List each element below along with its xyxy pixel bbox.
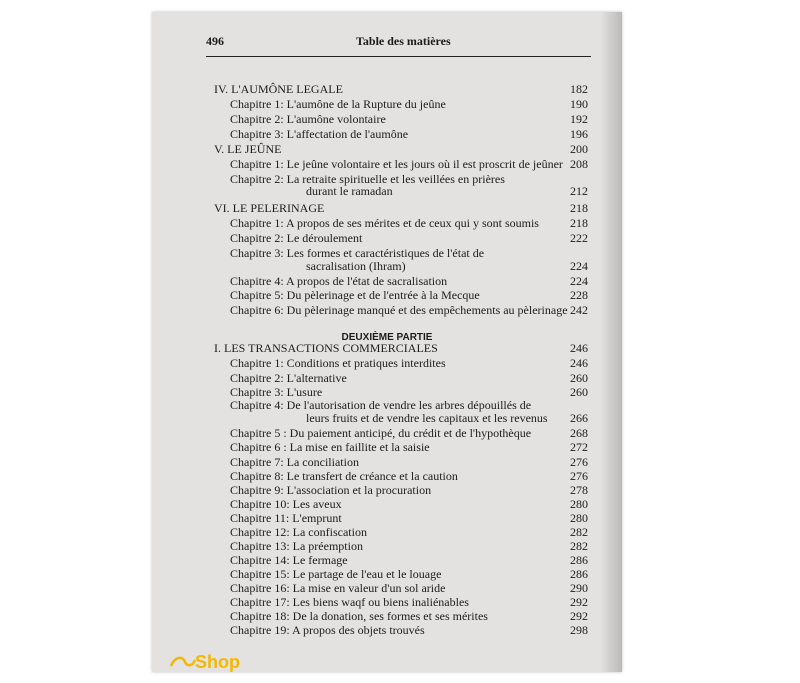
toc-entry-label: Chapitre 1: A propos de ses mérites et de ceux qui y sont soumis [230,216,539,230]
toc-entry-label: durant le ramadan [306,184,393,198]
toc-entry-page: 224 [570,274,588,288]
toc-entry-page: 292 [570,609,588,623]
toc-entry-label: Chapitre 2: L'aumône volontaire [230,112,386,126]
toc-entry-page: 208 [570,157,588,171]
running-title: Table des matières [356,34,451,48]
toc-entry-page: 196 [570,127,588,141]
toc-entry-label: Chapitre 1: Conditions et pratiques interdites [230,356,446,370]
toc-entry-page: 276 [570,469,588,483]
toc-entry-label: Chapitre 6: Du pèlerinage manqué et des empêchements au pèlerinage [230,303,568,317]
toc-entry-label: IV. L'AUMÔNE LEGALE [214,82,343,96]
toc-entry-label: Chapitre 2: Le déroulement [230,231,363,245]
toc-entry-page: 212 [570,184,588,198]
toc-entry-page: 280 [570,497,588,511]
toc-entry-page: 298 [570,623,588,637]
toc-entry-page: 286 [570,553,588,567]
toc-entry-label: Chapitre 6 : La mise en faillite et la saisie [230,440,430,454]
toc-entry-label: Chapitre 2: La retraite spirituelle et les veillées en prières [230,172,505,186]
toc-entry-page: 276 [570,455,588,469]
toc-entry-label: VI. LE PELERINAGE [214,201,325,215]
toc-entry-page: 200 [570,142,588,156]
toc-entry-page: 268 [570,426,588,440]
toc-entry-label: Chapitre 19: A propos des objets trouvés [230,623,425,637]
toc-entry-page: 282 [570,525,588,539]
toc-entry-label: I. LES TRANSACTIONS COMMERCIALES [214,341,438,355]
book-page [152,12,622,672]
toc-entry-page: 280 [570,511,588,525]
toc-entry-page: 286 [570,567,588,581]
toc-entry-label: Chapitre 12: La confiscation [230,525,367,539]
toc-entry-page: 218 [570,201,588,215]
toc-entry-label: Chapitre 9: L'association et la procuration [230,483,432,497]
toc-entry-page: 282 [570,539,588,553]
toc-entry-page: 292 [570,595,588,609]
toc-entry-page: 228 [570,288,588,302]
toc-entry-page: 260 [570,385,588,399]
shop-logo [195,652,240,673]
toc-entry-label: Chapitre 4: A propos de l'état de sacralisation [230,274,448,288]
toc-entry-label: V. LE JEÛNE [214,142,282,156]
toc-entry-page: 192 [570,112,588,126]
toc-entry-page: 224 [570,259,588,273]
toc-entry-page: 278 [570,483,588,497]
toc-entry-label: Chapitre 5 : Du paiement anticipé, du crédit et de l'hypothèque [230,426,532,440]
toc-entry-label: Chapitre 4: De l'autorisation de vendre les arbres dépouillés de [230,398,532,412]
toc-entry-label: Chapitre 13: La préemption [230,539,363,553]
toc-entry-page: 290 [570,581,588,595]
toc-entry-label: Chapitre 2: L'alternative [230,371,347,385]
toc-entry-page: 218 [570,216,588,230]
toc-entry-label: Chapitre 16: La mise en valeur d'un sol aride [230,581,446,595]
toc-entry-page: 222 [570,231,588,245]
toc-entry-page: 242 [570,303,588,317]
toc-entry-label: Chapitre 8: Le transfert de créance et la caution [230,469,458,483]
toc-entry-label: Chapitre 1: L'aumône de la Rupture du jeûne [230,97,446,111]
toc-entry-label: leurs fruits et de vendre les capitaux et les revenus [306,411,548,425]
toc-entry-label: Chapitre 11: L'emprunt [230,511,342,525]
toc-entry-label: Chapitre 17: Les biens waqf ou biens inaliénables [230,595,469,609]
toc-entry-label: Chapitre 3: L'usure [230,385,323,399]
page-number: 496 [206,34,224,48]
toc-entry-page: 190 [570,97,588,111]
toc-entry-page: 272 [570,440,588,454]
toc-entry-page: 266 [570,411,588,425]
toc-entry-label: Chapitre 14: Le fermage [230,553,348,567]
toc-entry-label: Chapitre 7: La conciliation [230,455,359,469]
swirl-icon [169,654,197,670]
toc-entry-page: 246 [570,356,588,370]
toc-entry-page: 260 [570,371,588,385]
toc-entry-label: Chapitre 3: L'affectation de l'aumône [230,127,409,141]
toc-entry-label: Chapitre 18: De la donation, ses formes et ses mérites [230,609,488,623]
toc-entry-label: sacralisation (Ihram) [306,259,406,273]
part-heading: DEUXIÈME PARTIE [341,332,433,343]
toc-entry-label: Chapitre 15: Le partage de l'eau et le louage [230,567,442,581]
toc-entry-label: Chapitre 3: Les formes et caractéristiques de l'état de [230,246,485,260]
toc-entry-label: Chapitre 10: Les aveux [230,497,342,511]
toc-entry-page: 182 [570,82,588,96]
toc-entry-page: 246 [570,341,588,355]
toc-entry-label: Chapitre 1: Le jeûne volontaire et les jours où il est proscrit de jeûner [230,157,563,171]
logo-text: Shop [195,652,240,672]
toc-entry-label: Chapitre 5: Du pèlerinage et de l'entrée à la Mecque [230,288,480,302]
